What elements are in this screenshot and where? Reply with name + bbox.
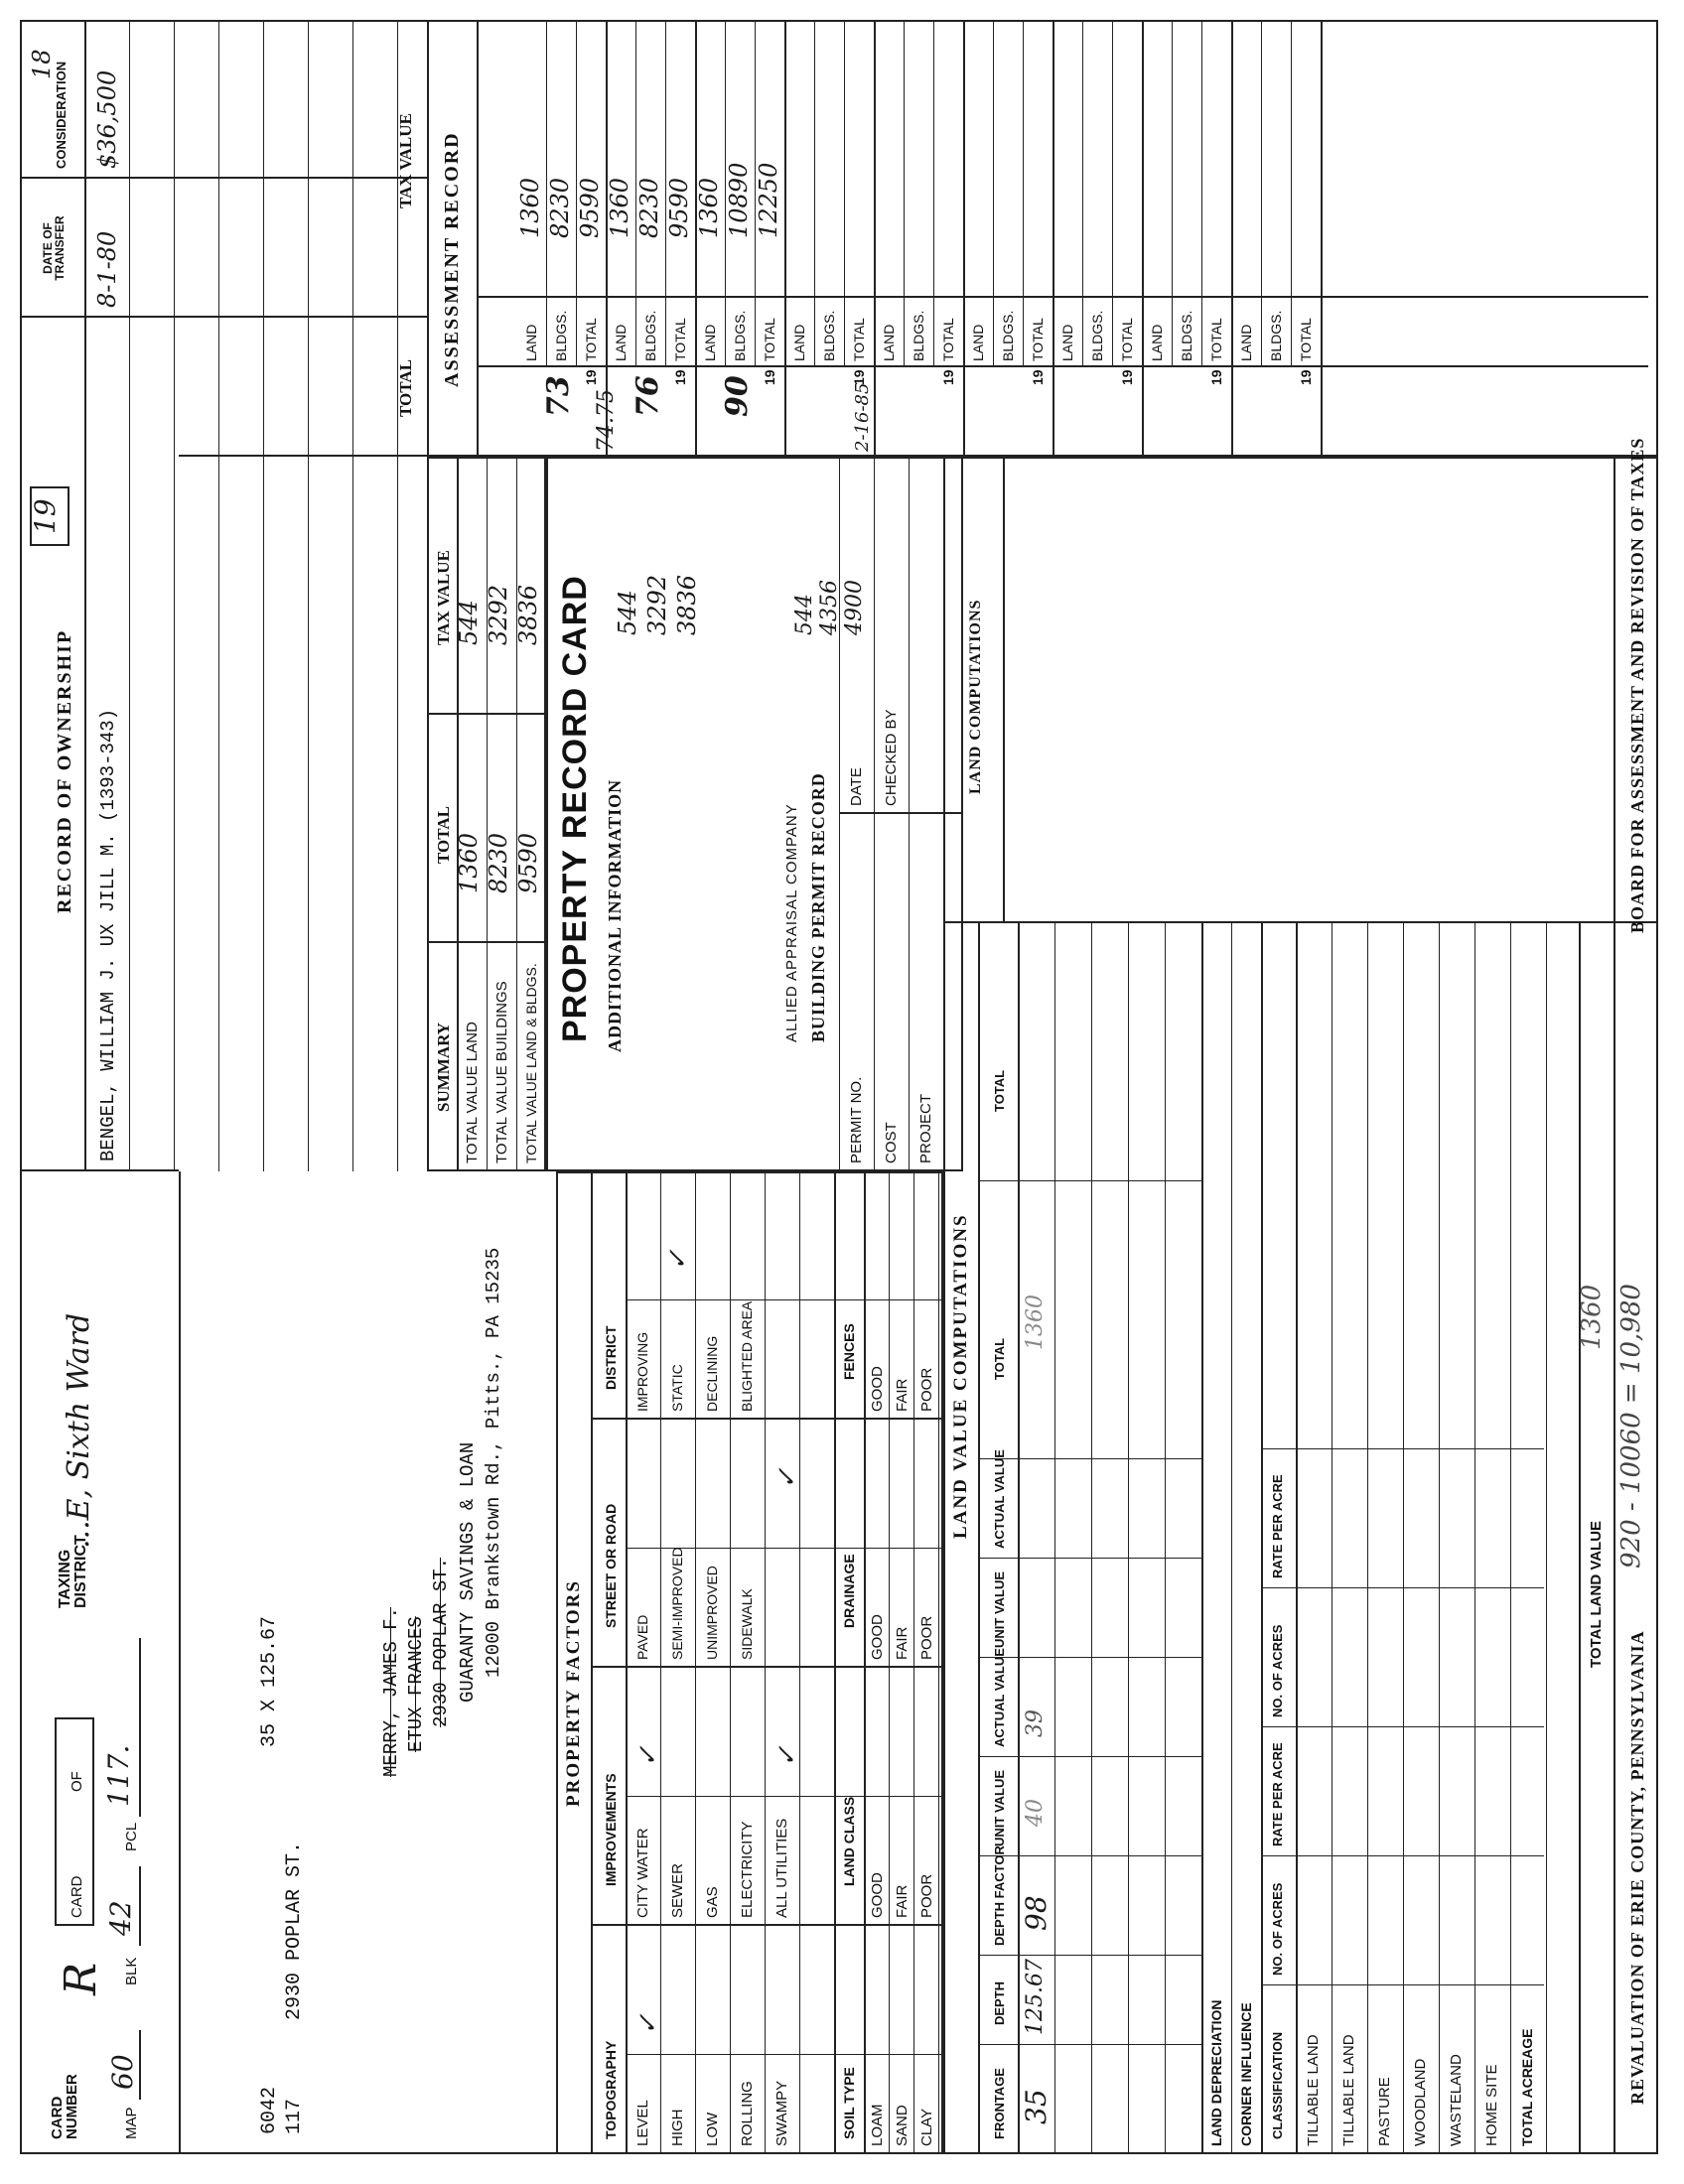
classification-item: PASTURE	[1376, 2077, 1393, 2146]
factors-row-line	[938, 1171, 939, 2154]
assessment-value: 9590	[665, 177, 693, 238]
assessment-row-line	[1112, 20, 1113, 367]
land-col-header: TOTAL	[992, 1337, 1007, 1380]
land-computations-label: LAND COMPUTATIONS	[967, 599, 984, 794]
street-item: UNIMPROVED	[704, 1566, 720, 1660]
check-mark: ✓	[772, 1467, 802, 1489]
assessment-value: 1360	[606, 177, 633, 238]
land-col	[978, 1180, 1201, 1181]
topography-item: LOW	[704, 2112, 721, 2146]
factors-row-line	[730, 1171, 731, 2154]
ownership-title: RECORD OF OWNERSHIP	[54, 628, 75, 913]
assessment-row-label: BLDGS.	[1179, 310, 1194, 361]
drainage-item: FAIR	[894, 1626, 911, 1660]
land-col-header: FRONTAGE	[992, 2068, 1007, 2139]
improvement-item: GAS	[704, 1886, 721, 1918]
fence-item: POOR	[918, 1367, 935, 1412]
depth-factor-value: 98	[1020, 1895, 1052, 1931]
check-mark: ✓	[772, 1745, 802, 1767]
check-mark: ✓	[633, 1745, 663, 1767]
factors-row-line	[889, 1171, 890, 2154]
card-label: CARD	[69, 1875, 85, 1918]
assessment-top-line	[427, 20, 429, 457]
assessment-row-label: LAND	[1238, 324, 1254, 361]
date-col-line	[20, 316, 427, 318]
assessment-tax-header: TAX VALUE	[396, 113, 415, 208]
summary-row-label: TOTAL VALUE LAND	[464, 1022, 481, 1163]
ownership-line	[308, 20, 309, 1171]
cost-label: COST	[883, 1122, 900, 1163]
former-owner-1: MERRY, JAMES F.	[380, 1606, 402, 1777]
topography-item: ROLLING	[739, 2081, 756, 2146]
classification-item: WOODLAND	[1412, 2058, 1429, 2146]
assessment-value: 8230	[635, 177, 663, 238]
improvement-item: ALL UTILITIES	[773, 1818, 790, 1918]
assessment-row-label: TOTAL	[1119, 318, 1135, 361]
summary-row-line	[516, 457, 517, 1171]
former-owner-3: 2930 POPLAR ST.	[430, 1557, 452, 1727]
topography-item: HIGH	[669, 2109, 686, 2146]
assessment-col	[477, 365, 1648, 367]
corner-number: 18	[28, 49, 56, 79]
assessment-block-line	[1231, 20, 1233, 457]
assessment-row-label: LAND	[970, 324, 986, 361]
summary-tax-header: TAX VALUE	[434, 550, 453, 645]
acre-header: RATE PER ACRE	[1270, 1474, 1285, 1578]
footer-right: BOARD FOR ASSESSMENT AND REVISION OF TAXES	[1627, 437, 1647, 933]
land-title: LAND VALUE COMPUTATIONS	[950, 1213, 971, 1539]
prc-hand: 3292	[643, 574, 671, 635]
acre-header: RATE PER ACRE	[1270, 1742, 1285, 1846]
summary-total: 1360	[455, 832, 483, 893]
acre-row-line	[1546, 923, 1547, 2154]
acre-row-line	[1439, 923, 1440, 2154]
assessment-row-line	[933, 20, 934, 367]
assessment-year-prefix: 19	[1208, 369, 1224, 385]
land-title-line	[978, 923, 980, 2154]
assessment-row-line	[1291, 20, 1292, 367]
factors-header-line	[626, 1171, 628, 2154]
assessment-year-prefix: 19	[583, 369, 599, 385]
factors-subheader-line	[864, 1171, 866, 2154]
land-col-header: DEPTH	[992, 1980, 1007, 2025]
blk-value: 42	[104, 1900, 137, 1936]
land-col	[978, 2044, 1201, 2045]
fence-item: FAIR	[894, 1378, 911, 1412]
improvement-item: ELECTRICITY	[739, 1821, 756, 1918]
additional-info-label: ADDITIONAL INFORMATION	[605, 778, 625, 1052]
acre-row-line	[1332, 923, 1333, 2154]
permit-line	[874, 457, 875, 1171]
classification-item: TILLABLE LAND	[1340, 2034, 1357, 2146]
assessment-row-label: LAND	[702, 324, 718, 361]
blk-label: BLK	[123, 1957, 140, 1985]
assessment-block-line	[784, 20, 786, 457]
corner-influence-label: CORNER INFLUENCE	[1238, 2002, 1254, 2146]
land-class-item: FAIR	[894, 1884, 911, 1918]
land-col	[978, 1558, 1201, 1559]
acre-header: NO. OF ACRES	[1270, 1882, 1285, 1976]
property-dimensions: 35 X 125.67	[258, 1615, 281, 1747]
assessment-year: 73	[541, 375, 576, 417]
assessment-row-label: LAND	[1149, 324, 1165, 361]
acre-header: NO. OF ACRES	[1270, 1624, 1285, 1717]
pcl-underline	[139, 1638, 141, 1817]
assessment-row-line	[814, 20, 815, 367]
map-value: 60	[106, 2054, 139, 2090]
property-address: 2930 POPLAR ST.	[283, 1841, 306, 2020]
assessment-row-label: LAND	[613, 324, 629, 361]
factors-row-line	[765, 1171, 766, 2154]
assessment-total-header: TOTAL	[396, 359, 415, 417]
land-class-item: POOR	[918, 1873, 935, 1918]
land-col	[978, 1657, 1201, 1658]
factors-row-line	[695, 1171, 696, 2154]
prc-title: PROPERTY RECORD CARD	[556, 575, 594, 1042]
improvement-item: CITY WATER	[634, 1828, 651, 1918]
land-col	[978, 1855, 1201, 1856]
assessment-row-line	[993, 20, 994, 367]
date-label: DATE	[848, 767, 865, 806]
soil-item: SAND	[894, 2105, 911, 2146]
assessment-title: ASSESSMENT RECORD	[441, 131, 463, 387]
assessment-block-line	[874, 20, 876, 457]
pcl-label: PCL	[123, 1822, 140, 1851]
assessment-row-label: BLDGS.	[911, 310, 926, 361]
land-col-header: UNIT VALUE	[992, 1769, 1007, 1846]
map-underline	[139, 2030, 141, 2100]
assessment-row-label: BLDGS.	[553, 310, 569, 361]
footer-note: 920 - 10060 = 10,980	[1616, 1284, 1646, 1569]
assessment-row-label: TOTAL	[762, 318, 777, 361]
assessment-value: 1360	[695, 177, 723, 238]
classification-item: TILLABLE LAND	[1305, 2034, 1322, 2146]
ownership-line	[263, 20, 264, 1171]
card-number-label: CARD NUMBER	[49, 2074, 80, 2139]
allied-label: ALLIED APPRAISAL COMPANY	[783, 803, 800, 1042]
factors-subheader: FENCES	[841, 1323, 857, 1380]
header-bottom-line	[179, 1171, 181, 2154]
land-depreciation-label: LAND DEPRECIATION	[1208, 1999, 1224, 2146]
summary-total: 9590	[514, 832, 542, 893]
assessment-year-prefix: 19	[851, 369, 867, 385]
prc-hand: 4356	[817, 580, 842, 635]
assessment-year-prefix: 19	[672, 369, 688, 385]
assessment-row-label: TOTAL	[1298, 318, 1314, 361]
taxing-district-label: TAXING DISTRICT	[57, 1535, 89, 1608]
assessment-row-label: TOTAL	[1208, 318, 1224, 361]
building-permit-label: BUILDING PERMIT RECORD	[808, 772, 828, 1042]
factors-header: DISTRICT	[603, 1325, 619, 1390]
drainage-item: GOOD	[869, 1614, 886, 1660]
assessment-row-label: BLDGS.	[1000, 310, 1016, 361]
factors-subheader: SOIL TYPE	[841, 2067, 857, 2139]
drainage-item: POOR	[918, 1615, 935, 1660]
assessment-row-label: BLDGS.	[821, 310, 837, 361]
taxing-district-value: ...E, Sixth Ward	[62, 1312, 96, 1549]
assessment-year-prefix: 19	[940, 369, 956, 385]
check-mark: ✓	[663, 1249, 693, 1271]
assessment-block-line	[695, 20, 697, 457]
assessment-row-line	[1082, 20, 1083, 367]
summary-header-line	[457, 457, 459, 1171]
ownership-header-line	[84, 20, 86, 1171]
land-dep-line	[1201, 923, 1203, 2154]
factors-col	[591, 1418, 943, 1420]
factors-row-line	[913, 1171, 914, 2154]
summary-row-line	[487, 457, 488, 1171]
land-col-header: ACTUAL VALUE	[992, 1648, 1007, 1747]
topography-item: LEVEL	[634, 2100, 651, 2146]
land-computations-line	[1003, 457, 1005, 923]
district-item: BLIGHTED AREA	[739, 1300, 755, 1412]
assessment-value: 10890	[725, 162, 753, 238]
land-header-line	[1018, 923, 1020, 2154]
assessment-block-line	[1142, 20, 1144, 457]
assessment-row-line	[844, 20, 845, 367]
total-land-line	[1614, 457, 1615, 2154]
assessment-row-line	[1172, 20, 1173, 367]
lender-address: 12000 Brankstown Rd., Pitts., PA 15235	[483, 1247, 504, 1678]
footer-left: REVALUATION OF ERIE COUNTY, PENNSYLVANIA	[1627, 1630, 1647, 2105]
assessment-value: 9590	[576, 177, 604, 238]
factors-row-line	[660, 1171, 661, 2154]
land-total: 1360	[1023, 1295, 1048, 1350]
assessment-row-line	[1201, 20, 1202, 367]
property-id-2: 117	[283, 2098, 306, 2134]
acre-row-line	[1510, 923, 1511, 2154]
project-label: PROJECT	[917, 1093, 934, 1163]
total-land-value-hand: 1360	[1577, 1284, 1607, 1350]
checked-by-label: CHECKED BY	[883, 709, 900, 806]
fence-item: GOOD	[869, 1366, 886, 1412]
factors-header: IMPROVEMENTS	[603, 1773, 619, 1886]
ownership-line	[218, 20, 219, 1171]
assessment-year: 90	[720, 375, 755, 417]
assessment-year: 76	[631, 375, 665, 417]
acre-row-line	[1403, 923, 1404, 2154]
improvement-item: SEWER	[669, 1862, 686, 1918]
land-col-header: ACTUAL VALUE	[992, 1449, 1007, 1549]
land-col	[978, 1458, 1201, 1459]
permit-line	[839, 457, 840, 1171]
assessment-year-prefix: 19	[762, 369, 777, 385]
assessment-side-note: 74.75	[594, 389, 619, 452]
land-right-col	[943, 921, 1658, 923]
assessment-col	[477, 296, 1648, 298]
factors-sub-col	[626, 1299, 943, 1300]
summary-total-header: TOTAL	[434, 806, 453, 864]
factors-title-line	[591, 1171, 593, 2154]
summary-total: 8230	[485, 832, 512, 893]
factors-subheader-line	[834, 1171, 836, 2154]
assessment-value: 12250	[755, 162, 782, 238]
classification-item: HOME SITE	[1483, 2064, 1500, 2146]
prc-hand: 4900	[842, 580, 867, 635]
classification-item: WASTELAND	[1448, 2054, 1465, 2146]
street-item: SIDEWALK	[739, 1588, 755, 1660]
summary-tax: 3836	[514, 584, 542, 645]
lender-name: GUARANTY SAVINGS & LOAN	[457, 1441, 479, 1703]
assessment-row-label: TOTAL	[583, 318, 599, 361]
factors-sub-col	[626, 1796, 943, 1797]
land-dep-line	[1231, 923, 1232, 2154]
assessment-row-label: LAND	[791, 324, 807, 361]
assessment-row-line	[1023, 20, 1024, 367]
land-col	[978, 1955, 1201, 1956]
permit-no-label: PERMIT NO.	[848, 1076, 865, 1163]
card-prefix: R	[56, 1962, 106, 1995]
assessment-year-prefix: 19	[1030, 369, 1046, 385]
district-item: DECLINING	[704, 1335, 720, 1412]
acre-row-line	[1474, 923, 1475, 2154]
assessment-value: 1360	[516, 177, 544, 238]
total-land-value-label: TOTAL LAND VALUE	[1588, 1520, 1605, 1668]
prc-hand: 3836	[673, 574, 701, 635]
assessment-row-label: BLDGS.	[642, 310, 658, 361]
assessment-row-line	[904, 20, 905, 367]
summary-row-label: TOTAL VALUE BUILDINGS	[493, 981, 510, 1163]
factors-subheader: DRAINAGE	[841, 1554, 857, 1628]
land-row-line	[1091, 923, 1092, 2154]
assessment-year-prefix: 19	[1119, 369, 1135, 385]
land-dep-line	[1261, 923, 1263, 2154]
summary-row-label: TOTAL VALUE LAND & BLDGS.	[523, 963, 539, 1163]
factors-title: PROPERTY FACTORS	[563, 1579, 584, 1807]
assessment-row-label: TOTAL	[851, 318, 867, 361]
assessment-year-prefix: 19	[1298, 369, 1314, 385]
district-item: IMPROVING	[634, 1331, 650, 1412]
street-item: PAVED	[634, 1614, 650, 1660]
acre-row-line	[1367, 923, 1368, 2154]
topography-item: SWAMPY	[773, 2080, 790, 2146]
assessment-row-label: LAND	[1059, 324, 1075, 361]
assessment-side-note: 2-16-85	[852, 382, 873, 452]
land-col-header: DEPTH FACTOR	[992, 1845, 1007, 1946]
factors-subheader: LAND CLASS	[841, 1796, 857, 1886]
blk-underline	[139, 1866, 141, 1946]
assessment-row-label: LAND	[523, 324, 539, 361]
depth-value: 125.67	[1023, 1959, 1048, 2035]
district-item: STATIC	[669, 1364, 685, 1412]
acre-header-line	[1296, 923, 1298, 2154]
pcl-value: 117.	[102, 1744, 135, 1807]
consideration-label: CONSIDERATION	[54, 61, 69, 169]
actual-value: 39	[1023, 1709, 1048, 1737]
land-col-header: UNIT VALUE	[992, 1570, 1007, 1648]
assessment-title-line	[477, 20, 479, 457]
ownership-line	[129, 20, 130, 1171]
total-land-line	[1579, 923, 1581, 2154]
land-row-line	[1054, 923, 1055, 2154]
summary-tax: 544	[455, 600, 483, 645]
assessment-row-label: BLDGS.	[732, 310, 748, 361]
assessment-row-label: TOTAL	[940, 318, 956, 361]
soil-item: CLAY	[918, 2108, 935, 2146]
former-owner-2: ETUX FRANCES	[405, 1616, 427, 1752]
classification-item: TOTAL ACREAGE	[1519, 2028, 1535, 2146]
assessment-value: 8230	[546, 177, 574, 238]
street-item: SEMI-IMPROVED	[669, 1547, 685, 1660]
land-row-line	[1165, 923, 1166, 2154]
permit-line	[909, 457, 910, 1171]
land-col	[978, 1756, 1201, 1757]
consideration-value: $36,500	[93, 69, 121, 169]
check-mark: ✓	[633, 2013, 663, 2035]
header-divider	[20, 1169, 179, 1171]
prc-hand: 544	[614, 590, 641, 635]
consideration-col-line	[20, 177, 427, 179]
summary-tax: 3292	[485, 584, 512, 645]
factors-header: STREET OR ROAD	[603, 1503, 619, 1628]
factors-row-line	[799, 1171, 800, 2154]
soil-item: LOAM	[869, 2104, 886, 2146]
assessment-row-label: TOTAL	[1030, 318, 1046, 361]
land-class-item: GOOD	[869, 1872, 886, 1918]
assessment-row-label: LAND	[881, 324, 897, 361]
ownership-line	[174, 20, 175, 1171]
ownership-entry: BENGEL, WILLIAM J. UX JILL M. (1393-343)	[97, 708, 119, 1161]
unit-value: 40	[1023, 1799, 1048, 1827]
property-id-1: 6042	[258, 2086, 281, 2134]
record-number: 19	[29, 498, 62, 534]
assessment-row-label: TOTAL	[672, 318, 688, 361]
acre-header: CLASSIFICATION	[1270, 2031, 1285, 2139]
assessment-block-line	[963, 20, 965, 457]
map-label: MAP	[123, 2107, 140, 2139]
assessment-block-line	[1321, 20, 1323, 457]
land-col-header: TOTAL	[992, 1069, 1007, 1112]
transfer-date: 8-1-80	[93, 230, 121, 308]
assessment-block-line	[1052, 20, 1054, 457]
factors-col	[591, 1924, 943, 1926]
ownership-line	[352, 20, 353, 1171]
assessment-row-line	[1261, 20, 1262, 367]
summary-title: SUMMARY	[434, 1022, 453, 1112]
factors-col	[591, 1666, 943, 1668]
land-row-line	[1128, 923, 1129, 2154]
factors-header: TOPOGRAPHY	[603, 2040, 619, 2139]
assessment-row-label: BLDGS.	[1268, 310, 1284, 361]
factors-sub-col	[626, 2054, 943, 2055]
of-label: OF	[69, 1771, 85, 1792]
frontage-value: 35	[1020, 2089, 1052, 2124]
date-of-transfer-label: DATE OF TRANSFER	[41, 215, 67, 281]
prc-hand: 544	[792, 594, 817, 635]
assessment-row-label: BLDGS.	[1089, 310, 1105, 361]
